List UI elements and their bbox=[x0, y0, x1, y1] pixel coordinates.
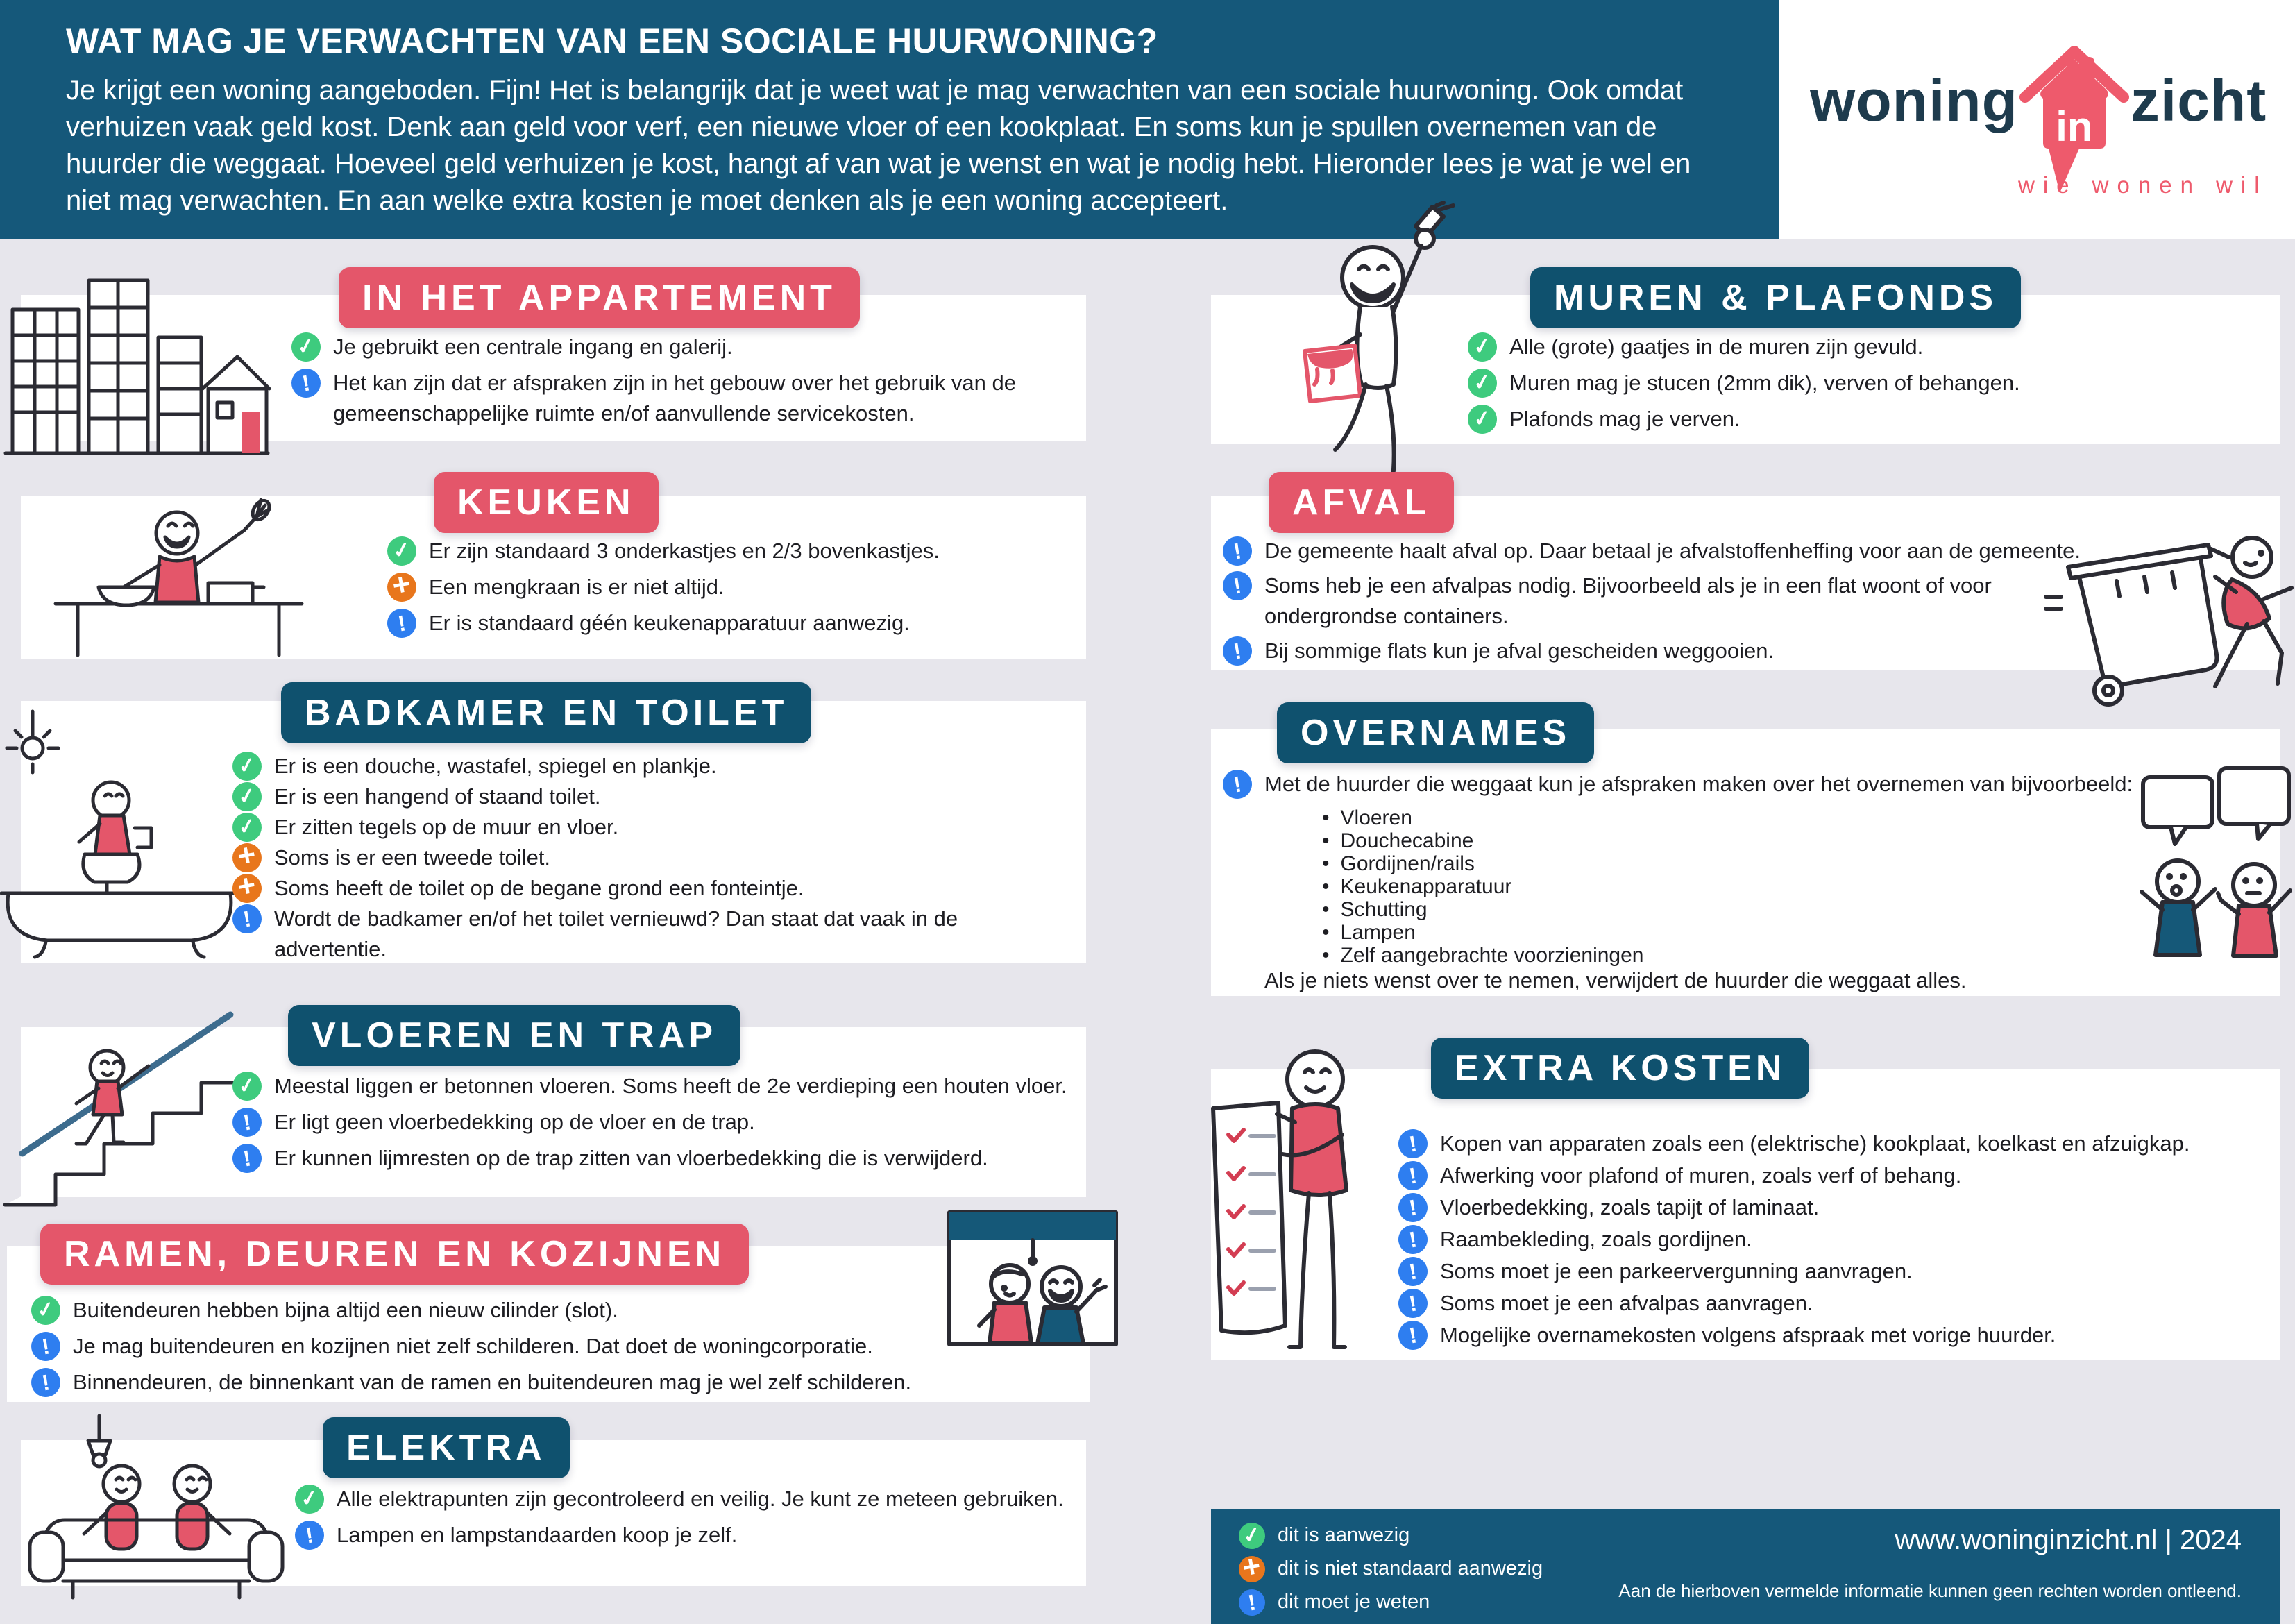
list-item-text: Je mag buitendeuren en kozijnen niet zelf schilderen. Dat doet de woningcorporatie. bbox=[73, 1334, 873, 1358]
list-item bbox=[1468, 368, 2245, 398]
list-item bbox=[1398, 1192, 2266, 1223]
info-icon bbox=[1396, 1223, 1430, 1257]
list-item-text: Soms heb je een afvalpas nodig. Bijvoorbeeld als je in een flat woont of voor ondergrondse containers. bbox=[1264, 573, 1992, 628]
list-item-text: Meestal liggen er betonnen vloeren. Soms heeft de 2e verdieping een houten vloer. bbox=[274, 1074, 1067, 1098]
list-item bbox=[1223, 536, 2111, 566]
list-item bbox=[232, 1071, 1079, 1101]
list-item bbox=[1398, 1160, 2266, 1191]
check-icon bbox=[385, 534, 419, 568]
list-item bbox=[31, 1295, 933, 1326]
section-badge-keuken: KEUKEN bbox=[434, 472, 659, 533]
list-item-text: Binnendeuren, de binnenkant van de ramen en buitendeuren mag je wel zelf schilderen. bbox=[73, 1370, 912, 1394]
list-item-text: Wordt de badkamer en/of het toilet vernieuwd? Dan staat dat vaak in de advertentie. bbox=[274, 906, 958, 961]
cooking-illustration bbox=[35, 498, 312, 658]
list-item bbox=[31, 1331, 933, 1362]
list-item bbox=[1223, 570, 2111, 632]
legend-item bbox=[1239, 1555, 1543, 1582]
list-item-text: Alle elektrapunten zijn gecontroleerd en veilig. Je kunt ze meteen gebruiken. bbox=[337, 1487, 1064, 1511]
disclaimer-text: Aan de hierboven vermelde informatie kunnen geen rechten worden ontleend. bbox=[1618, 1580, 2242, 1601]
list-item bbox=[232, 873, 1038, 904]
plus-icon bbox=[385, 570, 419, 604]
footer-banner bbox=[1211, 1509, 2280, 1624]
checklist-person-illustration bbox=[1173, 1031, 1388, 1364]
couch-illustration bbox=[17, 1416, 295, 1621]
info-icon bbox=[230, 902, 264, 936]
bathroom-illustration bbox=[1, 711, 237, 961]
section-items-badkamer bbox=[232, 751, 1038, 965]
woninginzicht-logo bbox=[1810, 49, 2267, 153]
legend-item-text: dit is niet standaard aanwezig bbox=[1278, 1557, 1543, 1580]
section-items-ramen bbox=[31, 1295, 933, 1398]
list-item-text: Er is standaard géén keukenapparatuur aanwezig. bbox=[429, 611, 910, 635]
list-item-text: Met de huurder die weggaat kun je afspraken maken over het overnemen van bijvoorbeeld: bbox=[1264, 772, 2133, 796]
logo-word-woning: woning bbox=[1810, 67, 2018, 133]
painter-illustration bbox=[1291, 203, 1471, 501]
house-icon bbox=[2022, 49, 2126, 153]
bullet-item: • Vloeren bbox=[1322, 806, 1643, 829]
info-icon bbox=[230, 1106, 264, 1140]
list-item bbox=[387, 608, 1067, 638]
info-icon bbox=[29, 1366, 63, 1400]
website-text: www.woninginzicht.nl | 2024 bbox=[1895, 1525, 2242, 1555]
check-icon bbox=[29, 1294, 63, 1328]
logo-tagline: wie wonen wil bbox=[2018, 172, 2268, 198]
section-badge-ramen: RAMEN, DEUREN EN KOZIJNEN bbox=[40, 1224, 749, 1285]
legend-item-text: dit is aanwezig bbox=[1278, 1524, 1410, 1546]
section-badge-elektra: ELEKTRA bbox=[323, 1417, 570, 1478]
info-icon bbox=[1396, 1319, 1430, 1353]
list-item bbox=[232, 904, 1038, 965]
info-icon bbox=[1221, 569, 1255, 603]
check-icon bbox=[1237, 1521, 1267, 1551]
list-item bbox=[1468, 332, 2245, 362]
list-item-text: Afwerking voor plafond of muren, zoals verf of behang. bbox=[1440, 1163, 1962, 1187]
list-item-text: Een mengkraan is er niet altijd. bbox=[429, 575, 725, 599]
list-item bbox=[31, 1367, 933, 1398]
intro-text: Je krijgt een woning aangeboden. Fijn! Het is belangrijk dat je weet wat je mag verwachten van een sociale huurwoning. Ook omdat verhuizen vaak geld kost. Denk aan geld voor verf, een nieuwe vloer of een kookplaat. En soms kun je spullen overnemen van de huurder die weggaat. Hoeveel geld verhuizen je kost, hangt af van wat je wenst en wat je nodig hebt. Hieronder lees je wat je wel en niet mag verwachten. En aan welke extra kosten je moet denken als je een woning accepteert. bbox=[66, 75, 1691, 216]
list-item bbox=[232, 812, 1038, 843]
list-item-text: Vloerbedekking, zoals tapijt of laminaat. bbox=[1440, 1195, 1820, 1219]
list-item-text: Er kunnen lijmresten op de trap zitten van vloerbedekking die is verwijderd. bbox=[274, 1146, 988, 1170]
section-items-appartement bbox=[291, 332, 1062, 429]
overnames-bullet-list bbox=[1322, 806, 1643, 967]
check-icon bbox=[230, 780, 264, 814]
header-banner bbox=[0, 0, 1779, 239]
list-item-text: Soms heeft de toilet op de begane grond een fonteintje. bbox=[274, 876, 804, 900]
section-badge-badkamer: BADKAMER EN TOILET bbox=[281, 682, 811, 743]
list-item-text: Het kan zijn dat er afspraken zijn in het gebouw over het gebruik van de gemeenschappelijke ruimte en/of aanvullende servicekosten. bbox=[333, 371, 1016, 425]
list-item-text: Plafonds mag je verven. bbox=[1509, 407, 1741, 431]
section-badge-vloeren: VLOEREN EN TRAP bbox=[288, 1005, 740, 1066]
logo-block bbox=[1779, 0, 2295, 239]
list-item-text: Je gebruikt een centrale ingang en galerij. bbox=[333, 335, 733, 359]
list-item bbox=[295, 1520, 1114, 1550]
list-item bbox=[387, 572, 1067, 602]
list-item bbox=[232, 1107, 1079, 1137]
list-item-text: Bij sommige flats kun je afval gescheiden weggooien. bbox=[1264, 638, 1775, 663]
list-item bbox=[291, 368, 1062, 429]
section-intro-overnames bbox=[1223, 769, 2236, 800]
info-icon bbox=[1221, 768, 1255, 802]
list-item bbox=[295, 1484, 1114, 1514]
section-items-muren bbox=[1468, 332, 2245, 434]
list-item bbox=[232, 843, 1038, 873]
info-icon bbox=[385, 607, 419, 641]
info-icon bbox=[1396, 1127, 1430, 1161]
list-item bbox=[1223, 769, 2236, 800]
check-icon bbox=[289, 330, 323, 364]
section-badge-overnames: OVERNAMES bbox=[1277, 702, 1594, 763]
info-icon bbox=[230, 1142, 264, 1176]
list-item bbox=[1398, 1128, 2266, 1159]
list-item-text: Buitendeuren hebben bijna altijd een nieuw cilinder (slot). bbox=[73, 1298, 618, 1322]
list-item bbox=[232, 781, 1038, 812]
list-item-text: Soms moet je een afvalpas aanvragen. bbox=[1440, 1291, 1813, 1315]
city-illustration bbox=[6, 269, 269, 460]
list-item-text: Raambekleding, zoals gordijnen. bbox=[1440, 1227, 1752, 1251]
section-items-afval bbox=[1223, 536, 2111, 666]
section-items-elektra bbox=[295, 1484, 1114, 1550]
list-item bbox=[387, 536, 1067, 566]
info-icon bbox=[1396, 1287, 1430, 1321]
legend-item bbox=[1239, 1589, 1543, 1616]
info-icon bbox=[1396, 1159, 1430, 1193]
bullet-item: • Lampen bbox=[1322, 921, 1643, 944]
list-item bbox=[1398, 1320, 2266, 1351]
stairs-illustration bbox=[1, 999, 244, 1208]
info-icon bbox=[1237, 1587, 1267, 1618]
bullet-item: • Gordijnen/rails bbox=[1322, 852, 1643, 875]
check-icon bbox=[230, 1069, 264, 1103]
logo-word-in: in bbox=[2056, 103, 2093, 150]
list-item bbox=[232, 751, 1038, 781]
list-item-text: Mogelijke overnamekosten volgens afspraak met vorige huurder. bbox=[1440, 1323, 2056, 1347]
list-item bbox=[232, 1143, 1079, 1174]
legend-item bbox=[1239, 1522, 1543, 1549]
window-frame-illustration bbox=[946, 1209, 1119, 1348]
info-icon bbox=[1396, 1191, 1430, 1225]
trash-bin-illustration bbox=[2040, 517, 2295, 704]
list-item bbox=[291, 332, 1062, 362]
list-item-text: Kopen van apparaten zoals een (elektrische) kookplaat, koelkast en afzuigkap. bbox=[1440, 1131, 2190, 1156]
section-items-extra bbox=[1398, 1128, 2266, 1351]
info-icon bbox=[1221, 534, 1255, 568]
list-item-text: Alle (grote) gaatjes in de muren zijn gevuld. bbox=[1509, 335, 1924, 359]
list-item bbox=[1398, 1288, 2266, 1319]
info-icon bbox=[1221, 634, 1255, 668]
legend-item-text: dit moet je weten bbox=[1278, 1591, 1430, 1613]
section-badge-appartement: IN HET APPARTEMENT bbox=[339, 267, 860, 328]
section-items-keuken bbox=[387, 536, 1067, 638]
section-badge-afval: AFVAL bbox=[1269, 472, 1454, 533]
plus-icon bbox=[1237, 1554, 1267, 1584]
info-icon bbox=[289, 366, 323, 400]
list-item-text: Er zijn standaard 3 onderkastjes en 2/3 bovenkastjes. bbox=[429, 539, 940, 563]
list-item-text: Muren mag je stucen (2mm dik), verven of behangen. bbox=[1509, 371, 2020, 395]
bullet-item: • Keukenapparatuur bbox=[1322, 875, 1643, 898]
page-title: WAT MAG JE VERWACHTEN VAN EEN SOCIALE HUURWONING? bbox=[66, 22, 1158, 60]
list-item bbox=[1223, 636, 2111, 666]
bullet-item: • Douchecabine bbox=[1322, 829, 1643, 852]
bullet-item: • Schutting bbox=[1322, 898, 1643, 921]
list-item bbox=[1398, 1224, 2266, 1255]
info-icon bbox=[1396, 1255, 1430, 1289]
list-item bbox=[1468, 404, 2245, 434]
list-item-text: Er is een douche, wastafel, spiegel en plankje. bbox=[274, 754, 717, 778]
section-badge-muren: MUREN & PLAFONDS bbox=[1530, 267, 2021, 328]
list-item-text: De gemeente haalt afval op. Daar betaal je afvalstoffenheffing voor aan de gemeente. bbox=[1264, 539, 2081, 563]
list-item-text: Er zitten tegels op de muur en vloer. bbox=[274, 815, 619, 839]
info-icon bbox=[293, 1519, 327, 1553]
legend bbox=[1239, 1522, 1543, 1616]
list-item-text: Er ligt geen vloerbedekking op de vloer en de trap. bbox=[274, 1110, 755, 1134]
plus-icon bbox=[230, 872, 264, 906]
section-badge-extra: EXTRA KOSTEN bbox=[1431, 1038, 1809, 1099]
list-item-text: Soms is er een tweede toilet. bbox=[274, 845, 551, 870]
list-item-text: Soms moet je een parkeervergunning aanvragen. bbox=[1440, 1259, 1913, 1283]
list-item-text: Lampen en lampstandaarden koop je zelf. bbox=[337, 1523, 738, 1547]
check-icon bbox=[230, 750, 264, 784]
check-icon bbox=[293, 1482, 327, 1516]
info-icon bbox=[29, 1330, 63, 1364]
bullet-item: • Zelf aangebrachte voorzieningen bbox=[1322, 944, 1643, 967]
overnames-outro-text: Als je niets wenst over te nemen, verwijdert de huurder die weggaat alles. bbox=[1264, 968, 1967, 992]
list-item-text: Er is een hangend of staand toilet. bbox=[274, 784, 601, 809]
section-items-vloeren bbox=[232, 1071, 1079, 1174]
talking-people-illustration bbox=[2137, 753, 2295, 989]
list-item bbox=[1398, 1256, 2266, 1287]
logo-word-zicht: zicht bbox=[2130, 67, 2267, 133]
